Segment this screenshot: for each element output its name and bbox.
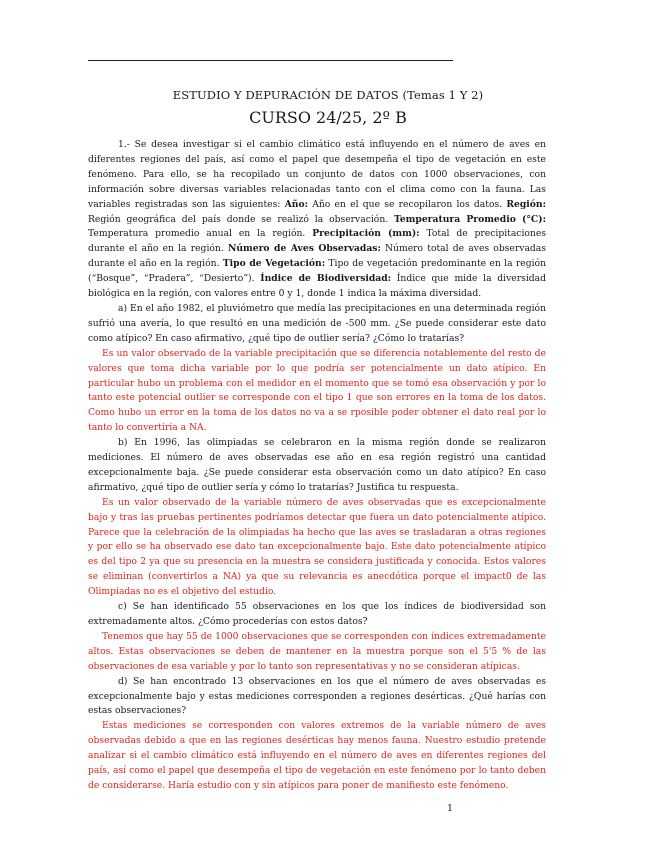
intro-paragraph: 1.- Se desea investigar si el cambio climático está influyendo en el número de aves en diferentes regiones del país, así como el papel que desempeña el tipo de vegetación en este fenómeno. Para ello, se ha recopilado un conjunto de datos con 1000 observaciones, con información sobre diversas variables relacionadas tanto con el clima como con la fauna. Las variables registradas son las siguientes: Año: Año en el que se recopilaron los datos. Región: Región geográfica del país donde se realizó la observación. Temperatura Promedio (°C): Temperatura promedio anual en la región. Precipitación (mm): Total de precipitaciones durante el año en la región. Número de Aves Observadas: Número total de aves observadas durante el año en la región. Tipo de Vegetación: Tipo de vegetación predominante en la región (“Bosque”, “Pradera”, “Desierto”). Índice de Biodiversidad: Índice que mide la diversidad biológica en la región, con valores entre 0 y 1, donde 1 indica la máxima diversidad. xyxy=(88,139,547,300)
answer-d: Estas mediciones se corresponden con valores extremos de la variable número de aves observadas debido a que en las regiones desérticas hay menos fauna. Nuestro estudio pretende analizar si el cambio climático está influyendo en el número de aves en diferentes regiones del país, así como el papel que desempeña el tipo de vegetación en este fenómeno por lo tanto deben de considerarse. Haría estudio con y sin atípicos para poner de manifiesto este fenómeno. xyxy=(88,720,546,791)
variable-name: Número de Aves Observadas: xyxy=(227,243,381,255)
top-rule xyxy=(88,60,453,61)
variable-name: Temperatura Promedio (°C): xyxy=(394,213,546,225)
subject-heading: ESTUDIO Y DEPURACIÓN DE DATOS (Temas 1 Y 2) xyxy=(172,88,484,102)
course-heading: CURSO 24/25, 2º B xyxy=(249,108,407,127)
page-number: 1 xyxy=(447,803,454,814)
answer-a: Es un valor observado de la variable precipitación que se diferencia notablemente del resto de valores que toma dicha variable por lo que podría ser potencialmente un dato atípico. En particular hubo un problema con el medidor en el momento que se tomó esa observación y por lo tanto este potencial outlier se corresponde con el tipo 1 que son errores en la toma de los datos. Como hubo un error en la toma de los datos no va a se rposible poder obtener el dato real por lo tanto lo convertiría a NA. xyxy=(88,347,546,434)
answer-b: Es un valor observado de la variable número de aves observadas que es excepcionalmente bajo y tras las pruebas pertinentes podríamos detectar que fuera un dato potencialmente atípico. Parece que la celebración de la olimpiadas ha hecho que las aves se trasladaran a otras regiones y por ello se ha observado ese dato tan excepcionalmente bajo. Este dato potencialmente atípico es del tipo 2 ya que su presencia en la muestra se considera justificada y conocida. Estos valores se eliminan (convertirlos a NA) ya que su relevancia es anecdótica porque el impact0 de las Olimpiadas no es el objetivo del estudio. xyxy=(88,496,546,598)
question-d: d) Se han encontrado 13 observaciones en los que el número de aves observadas es excepcionalmente bajo y estas mediciones corresponden a regiones desérticas. ¿Qué harías con estas observaciones? xyxy=(88,675,546,717)
variable-name: Año: xyxy=(284,198,308,210)
variable-name: Índice de Biodiversidad: xyxy=(260,273,392,285)
question-b: b) En 1996, las olimpiadas se celebraron en la misma región donde se realizaron mediciones. El número de aves observadas ese año en esa región registró una cantidad excepcionalmente baja. ¿Se puede considerar esta observación como un dato atípico? En caso afirmativo, ¿qué tipo de outlier sería y cómo lo tratarías? Justifica tu respuesta. xyxy=(88,437,546,493)
document-body xyxy=(88,138,546,794)
variable-name: Tipo de Vegetación: xyxy=(222,258,326,270)
question-c: c) Se han identificado 55 observaciones en los que los índices de biodiversidad son extremadamente altos. ¿Cómo procederías con estos datos? xyxy=(88,601,546,627)
question-a: a) En el año 1982, el pluviómetro que medía las precipitaciones en una determinada región sufrió una avería, lo que resultó en una medición de -500 mm. ¿Se puede considerar este dato como atípico? En caso afirmativo, ¿qué tipo de outlier sería? ¿Cómo lo tratarías? xyxy=(88,302,546,344)
variable-name: Región: xyxy=(506,198,546,210)
answer-c: Tenemos que hay 55 de 1000 observaciones que se corresponden con índices extremadamente altos. Estas observaciones se deben de mantener en la muestra porque son el 5'5 % de las observaciones de esa variable y por lo tanto son representativas y no se consideran atípicas. xyxy=(88,630,546,672)
variable-name: Precipitación (mm): xyxy=(312,228,420,240)
